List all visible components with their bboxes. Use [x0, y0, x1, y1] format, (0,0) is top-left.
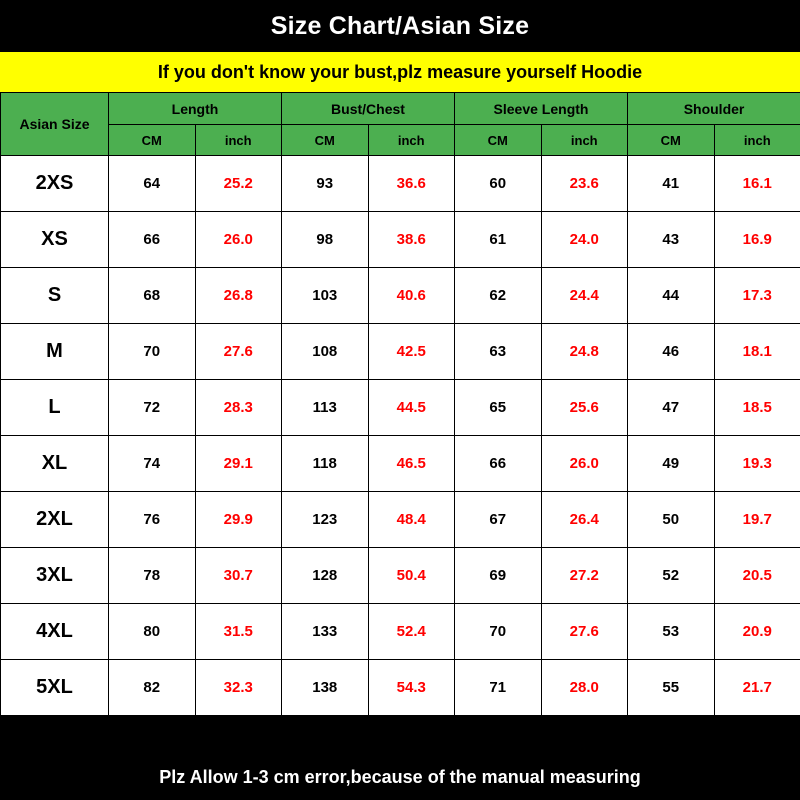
cell-length-inch: 27.6: [195, 324, 282, 380]
table-row: [1, 156, 800, 212]
size-chart-table: [0, 92, 800, 716]
cell-bust-inch: 40.6: [368, 268, 455, 324]
cell-sleeve-inch: 23.6: [541, 156, 628, 212]
cell-sleeve-inch: 27.6: [541, 604, 628, 660]
cell-bust-inch: 52.4: [368, 604, 455, 660]
cell-sleeve-inch: 27.2: [541, 548, 628, 604]
cell-sleeve-cm: 65: [455, 380, 542, 436]
cell-length-inch: 28.3: [195, 380, 282, 436]
cell-shoulder-inch: 16.1: [714, 156, 800, 212]
cell-length-inch: 26.8: [195, 268, 282, 324]
cell-length-cm: 72: [109, 380, 196, 436]
table-row: [1, 604, 800, 660]
cell-sleeve-inch: 26.0: [541, 436, 628, 492]
row-size-label: M: [1, 324, 109, 380]
table-row: [1, 380, 800, 436]
cell-sleeve-cm: 63: [455, 324, 542, 380]
cell-bust-cm: 113: [282, 380, 369, 436]
header-unit-shoulder-cm: CM: [628, 125, 715, 156]
row-size-label: 2XL: [1, 492, 109, 548]
cell-sleeve-inch: 24.8: [541, 324, 628, 380]
cell-sleeve-cm: 67: [455, 492, 542, 548]
row-size-label: 3XL: [1, 548, 109, 604]
cell-length-cm: 78: [109, 548, 196, 604]
header-row-units: [1, 125, 800, 156]
table-body: [1, 156, 800, 716]
table-row: [1, 436, 800, 492]
table-row: [1, 492, 800, 548]
cell-length-inch: 29.9: [195, 492, 282, 548]
cell-shoulder-inch: 21.7: [714, 660, 800, 716]
cell-bust-inch: 36.6: [368, 156, 455, 212]
cell-length-cm: 74: [109, 436, 196, 492]
cell-shoulder-cm: 43: [628, 212, 715, 268]
header-group-sleeve-length: Sleeve Length: [455, 93, 628, 125]
table-row: [1, 212, 800, 268]
cell-shoulder-cm: 55: [628, 660, 715, 716]
cell-bust-inch: 54.3: [368, 660, 455, 716]
cell-length-cm: 64: [109, 156, 196, 212]
header-unit-sleeve-inch: inch: [541, 125, 628, 156]
row-size-label: XL: [1, 436, 109, 492]
header-unit-length-inch: inch: [195, 125, 282, 156]
cell-sleeve-cm: 66: [455, 436, 542, 492]
cell-bust-cm: 108: [282, 324, 369, 380]
cell-shoulder-inch: 20.5: [714, 548, 800, 604]
cell-bust-inch: 48.4: [368, 492, 455, 548]
cell-sleeve-inch: 25.6: [541, 380, 628, 436]
cell-shoulder-inch: 17.3: [714, 268, 800, 324]
cell-shoulder-cm: 41: [628, 156, 715, 212]
corner-asian-size: Asian Size: [1, 93, 109, 156]
cell-length-inch: 30.7: [195, 548, 282, 604]
table-row: [1, 268, 800, 324]
cell-sleeve-cm: 70: [455, 604, 542, 660]
cell-shoulder-cm: 49: [628, 436, 715, 492]
table-head: [1, 93, 800, 156]
cell-bust-cm: 93: [282, 156, 369, 212]
cell-sleeve-inch: 24.0: [541, 212, 628, 268]
cell-bust-inch: 38.6: [368, 212, 455, 268]
row-size-label: S: [1, 268, 109, 324]
header-unit-length-cm: CM: [109, 125, 196, 156]
cell-length-cm: 82: [109, 660, 196, 716]
cell-bust-cm: 123: [282, 492, 369, 548]
cell-shoulder-inch: 19.7: [714, 492, 800, 548]
measure-notice: If you don't know your bust,plz measure yourself Hoodie: [0, 52, 800, 92]
cell-sleeve-cm: 69: [455, 548, 542, 604]
cell-shoulder-cm: 50: [628, 492, 715, 548]
row-size-label: L: [1, 380, 109, 436]
cell-sleeve-cm: 62: [455, 268, 542, 324]
cell-bust-cm: 98: [282, 212, 369, 268]
cell-bust-cm: 103: [282, 268, 369, 324]
header-unit-sleeve-cm: CM: [455, 125, 542, 156]
table-row: [1, 548, 800, 604]
size-table-container: [0, 92, 800, 755]
table-row: [1, 660, 800, 716]
row-size-label: 5XL: [1, 660, 109, 716]
row-size-label: XS: [1, 212, 109, 268]
cell-shoulder-inch: 20.9: [714, 604, 800, 660]
cell-length-cm: 76: [109, 492, 196, 548]
row-size-label: 4XL: [1, 604, 109, 660]
cell-shoulder-cm: 47: [628, 380, 715, 436]
cell-bust-cm: 138: [282, 660, 369, 716]
row-size-label: 2XS: [1, 156, 109, 212]
cell-length-inch: 31.5: [195, 604, 282, 660]
footer-note: Plz Allow 1-3 cm error,because of the manual measuring: [0, 755, 800, 800]
cell-shoulder-inch: 18.1: [714, 324, 800, 380]
cell-length-cm: 68: [109, 268, 196, 324]
header-unit-shoulder-inch: inch: [714, 125, 800, 156]
cell-shoulder-cm: 46: [628, 324, 715, 380]
cell-sleeve-inch: 26.4: [541, 492, 628, 548]
page-title: Size Chart/Asian Size: [0, 0, 800, 52]
cell-shoulder-inch: 18.5: [714, 380, 800, 436]
cell-shoulder-cm: 53: [628, 604, 715, 660]
cell-bust-inch: 50.4: [368, 548, 455, 604]
cell-length-cm: 80: [109, 604, 196, 660]
cell-shoulder-inch: 16.9: [714, 212, 800, 268]
cell-length-cm: 66: [109, 212, 196, 268]
header-row-groups: [1, 93, 800, 125]
cell-shoulder-cm: 44: [628, 268, 715, 324]
cell-bust-inch: 44.5: [368, 380, 455, 436]
cell-sleeve-cm: 60: [455, 156, 542, 212]
cell-bust-cm: 133: [282, 604, 369, 660]
cell-length-inch: 32.3: [195, 660, 282, 716]
cell-shoulder-cm: 52: [628, 548, 715, 604]
cell-bust-cm: 128: [282, 548, 369, 604]
cell-length-cm: 70: [109, 324, 196, 380]
cell-sleeve-cm: 61: [455, 212, 542, 268]
cell-shoulder-inch: 19.3: [714, 436, 800, 492]
cell-bust-inch: 42.5: [368, 324, 455, 380]
table-row: [1, 324, 800, 380]
cell-sleeve-inch: 28.0: [541, 660, 628, 716]
header-group-bust-chest: Bust/Chest: [282, 93, 455, 125]
header-unit-bust-cm: CM: [282, 125, 369, 156]
cell-sleeve-inch: 24.4: [541, 268, 628, 324]
header-group-shoulder: Shoulder: [628, 93, 800, 125]
header-unit-bust-inch: inch: [368, 125, 455, 156]
header-group-length: Length: [109, 93, 282, 125]
cell-bust-inch: 46.5: [368, 436, 455, 492]
cell-bust-cm: 118: [282, 436, 369, 492]
cell-sleeve-cm: 71: [455, 660, 542, 716]
cell-length-inch: 26.0: [195, 212, 282, 268]
cell-length-inch: 29.1: [195, 436, 282, 492]
cell-length-inch: 25.2: [195, 156, 282, 212]
